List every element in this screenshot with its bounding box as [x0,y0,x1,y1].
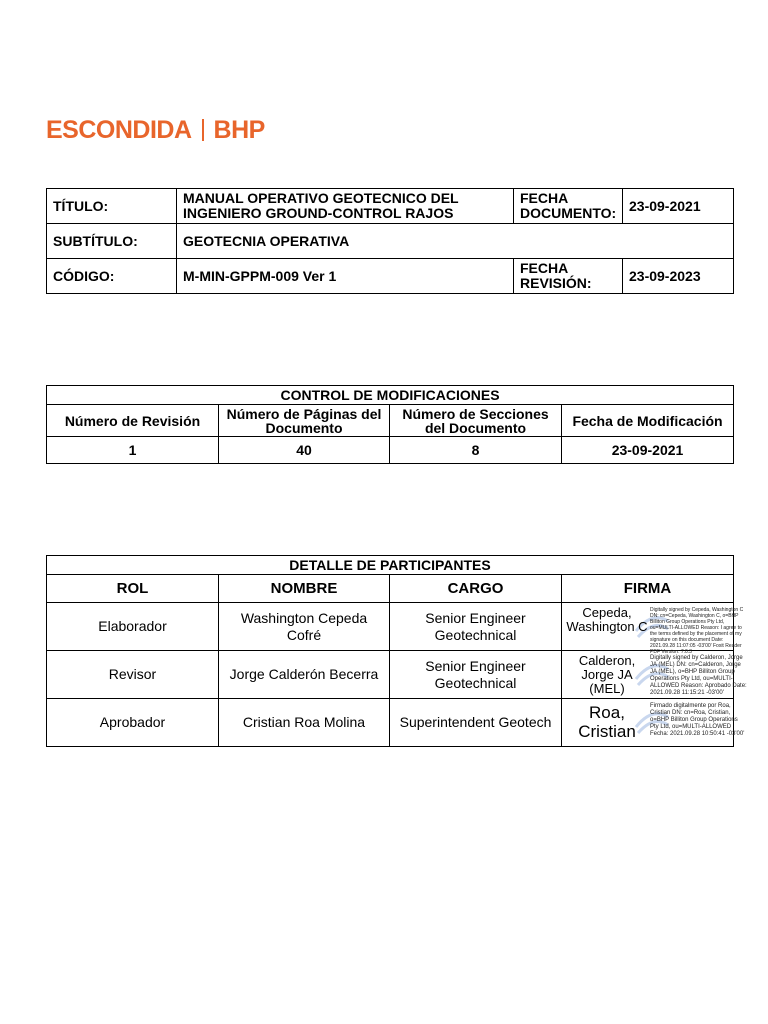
page-count: 40 [219,437,390,464]
participantes-table [46,555,747,747]
titulo-label: TÍTULO: [47,189,177,224]
column-header: Número de Páginas del Documento [219,405,390,437]
fecha-documento-value: 23-09-2021 [623,189,734,224]
column-header: ROL [47,575,219,603]
fecha-documento-label: FECHA DOCUMENTO: [514,189,623,224]
cargo: Senior Engineer Geotechnical [390,603,562,651]
rol: Aprobador [47,699,219,747]
logo-escondida: ESCONDIDA [46,115,192,144]
section-count: 8 [390,437,562,464]
rol: Revisor [47,651,219,699]
digital-signature[interactable] [562,603,744,655]
column-header: Número de Revisión [47,405,219,437]
control-title: CONTROL DE MODIFICACIONES [47,386,734,405]
company-logo [46,114,265,146]
signer-name: Cepeda, Washington C [566,605,648,634]
logo-bhp: BHP [213,115,265,144]
nombre: Jorge Calderón Becerra [219,651,390,699]
rol: Elaborador [47,603,219,651]
participantes-title: DETALLE DE PARTICIPANTES [47,556,734,575]
codigo-label: CÓDIGO: [47,259,177,294]
subtitulo-value: GEOTECNIA OPERATIVA [177,224,734,259]
digital-signature[interactable] [562,651,747,699]
modification-date: 23-09-2021 [562,437,734,464]
document-header-table [46,188,734,294]
column-header: Número de Secciones del Documento [390,405,562,437]
nombre: Cristian Roa Molina [219,699,390,747]
fecha-revision-value: 23-09-2023 [623,259,734,294]
nombre: Washington Cepeda Cofré [219,603,390,651]
column-header: CARGO [390,575,562,603]
column-header: NOMBRE [219,575,390,603]
signature-stamp: Firmado digitalmente por Roa, Cristian DN: cn=Roa, Cristian, o=BHP Billiton Group Operations Pty Ltd, ou=MULTI-ALLOWED Fecha: 2021.09.28 10:50:41 -03'00' [650,703,745,737]
signature-stamp: Digitally signed by Calderon, Jorge JA (MEL) DN: cn=Calderon, Jorge JA (MEL), o=BHP Billiton Group Operations Pty Ltd, ou=MULTI-ALLOWED Reason: Aprobado Date: 2021.09.28 11:15:21 -03'00' [650,655,747,696]
signer-name: Calderon, Jorge JA (MEL) [578,653,636,696]
table-row [47,651,734,699]
logo-separator [202,119,204,141]
cargo: Senior Engineer Geotechnical [390,651,562,699]
signer-name: Roa, Cristian [578,703,636,741]
column-header: Fecha de Modificación [562,405,734,437]
signature-stamp: Digitally signed by Cepeda, Washington C DN: cn=Cepeda, Washington C, o=BHP Billiton Group Operations Pty Ltd, ou=MULTI-ALLOWED Reason: I agree to the terms defined by the placement of my signature on this document Date: 2021.09.28 11:07:05 -03'00' Foxit Reader PDF Version: 7.0.3 [650,607,744,655]
table-row [47,699,734,747]
codigo-value: M-MIN-GPPM-009 Ver 1 [177,259,514,294]
revision-number: 1 [47,437,219,464]
cargo: Superintendent Geotech [390,699,562,747]
table-row [47,603,734,651]
fecha-revision-label: FECHA REVISIÓN: [514,259,623,294]
subtitulo-label: SUBTÍTULO: [47,224,177,259]
digital-signature[interactable] [562,699,745,747]
control-modificaciones-table [46,385,734,464]
column-header: FIRMA [562,575,734,603]
titulo-value: MANUAL OPERATIVO GEOTECNICO DEL INGENIERO GROUND-CONTROL RAJOS [177,189,514,224]
